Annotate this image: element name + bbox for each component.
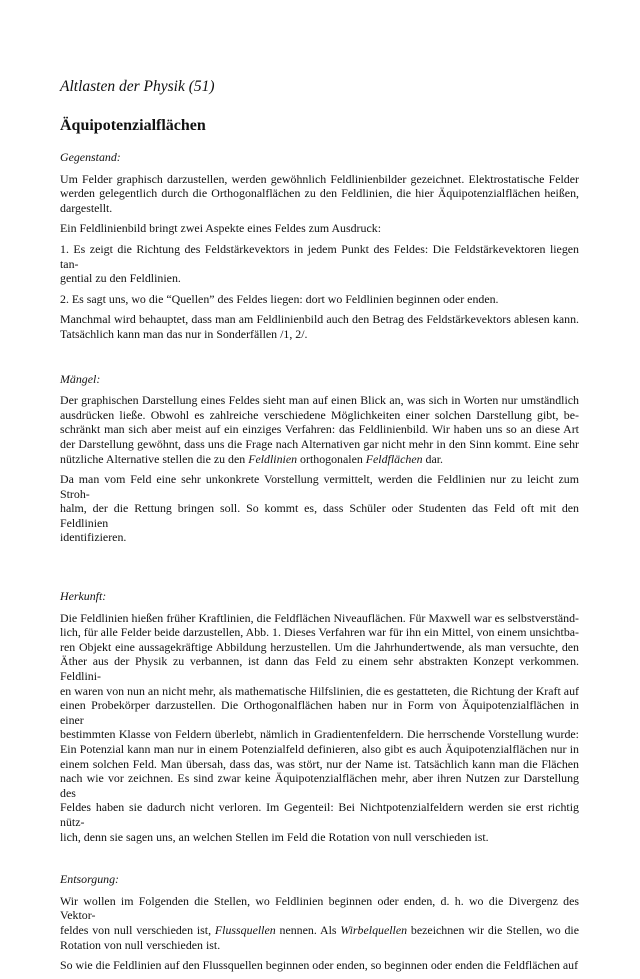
text-line: schränkt man sich aber meist auf ein einziges Verfahren: das Feldlinienbild. Wir haben uns so an diese Art xyxy=(60,422,579,437)
paragraph xyxy=(60,221,579,236)
text-line: lich, für alle Felder beide darzustellen, Abb. 1. Dieses Verfahren war für ihn ein Mittel, von einem unsichtba- xyxy=(60,625,579,640)
paragraph xyxy=(60,172,579,216)
paragraph xyxy=(60,472,579,545)
paragraph xyxy=(60,292,579,307)
text-line: ausdrücken ließe. Obwohl es zahlreiche verschiedene Möglichkeiten einer solchen Darstellung gibt, be- xyxy=(60,407,579,422)
text-line: werden gelegentlich durch die Orthogonalflächen zu den Feldlinien, die hier Äquipotenzialflächen heißen, xyxy=(60,186,579,201)
text-line: lich, denn sie sagen uns, an welchen Stellen im Feld die Rotation von null verschieden ist. xyxy=(60,829,489,844)
text-line: nach wie vor zeichnen. Es sind zwar keine Äquipotenzialflächen mehr, aber ihren Nutzen zur Darstellung des xyxy=(60,771,579,800)
text-line: Tatsächlich kann man das nur in Sonderfällen /1, 2/. xyxy=(60,326,308,341)
text-line: einem solchen Feld. Man übersah, dass das, was stört, nur der Name ist. Tatsächlich kann man die Flächen xyxy=(60,756,579,771)
text-line: Feldes haben sie dadurch nicht verloren. Im Gegenteil: Bei Nichtpotenzialfeldern werden sie erst richtig nütz- xyxy=(60,800,579,829)
text-line: Da man vom Feld eine sehr unkonkrete Vorstellung vermittelt, werden die Feldlinien nur zu leicht zum Stroh- xyxy=(60,472,579,501)
paragraph xyxy=(60,312,579,341)
text-line: Ein Feldlinienbild bringt zwei Aspekte eines Feldes zum Ausdruck: xyxy=(60,221,381,236)
text-line: Um Felder graphisch darzustellen, werden gewöhnlich Feldlinienbilder gezeichnet. Elektrostatische Felder xyxy=(60,171,579,186)
paragraph xyxy=(60,242,579,286)
text-line: nützliche Alternative stellen die zu den Feldlinien orthogonalen Feldflächen dar. xyxy=(60,451,444,466)
text-line: Äther aus der Physik zu verbannen, ist dann das Feld zu einem sehr abstrakten Konzept verkommen. Feldlini- xyxy=(60,654,579,684)
text-line: Wir wollen im Folgenden die Stellen, wo Feldlinien beginnen oder enden, d. h. wo die Divergenz des Vektor- xyxy=(60,893,579,923)
text-line: en waren von nun an nicht mehr, als mathematische Hilfslinien, die es gestatteten, die Richtung der Kraft auf xyxy=(60,683,579,698)
text-line: der Darstellung gewöhnt, dass uns die Frage nach Alternativen gar nicht mehr in den Sinn kommt. Eine sehr xyxy=(60,436,579,451)
paragraph xyxy=(60,958,579,973)
section-1 xyxy=(60,150,579,342)
paragraph xyxy=(60,393,579,466)
series-title: Altlasten der Physik (51) xyxy=(60,78,215,95)
text-line: Rotation von null verschieden ist. xyxy=(60,937,221,952)
section-heading: Gegenstand: xyxy=(60,150,121,164)
article-title: Äquipotenzialflächen xyxy=(60,117,206,134)
text-line: dargestellt. xyxy=(60,200,113,215)
text-line: Manchmal wird behauptet, dass man am Feldlinienbild auch den Betrag des Feldstärkevektors ablesen kann. xyxy=(60,312,579,327)
section-3 xyxy=(60,589,579,844)
text-line: gential zu den Feldlinien. xyxy=(60,271,181,286)
text-line: Die Feldlinien hießen früher Kraftlinien, die Feldflächen Niveauflächen. Für Maxwell war es selbstverständ- xyxy=(60,610,579,625)
text-line: einen Probekörper darzustellen. Die Orthogonalflächen haben nur in Form von Äquipotenzialflächen in einer xyxy=(60,698,579,727)
text-line: Der graphischen Darstellung eines Feldes sieht man auf einen Blick an, was sich in Worten nur umständlich xyxy=(60,393,579,408)
text-line: halm, der die Rettung bringen soll. So kommt es, dass Schüler oder Studenten das Feld oft mit den Feldlinien xyxy=(60,501,579,530)
article-body xyxy=(60,150,579,979)
paragraph xyxy=(60,894,579,952)
text-line: identifizieren. xyxy=(60,530,127,545)
text-line: ren Objekt eine aussagekräftige Abbildung herzustellen. Um die Jahrhundertwende, als man versuchte, den xyxy=(60,639,579,654)
text-line: Ein Potenzial kann man nur in einem Potenzialfeld definieren, also gibt es auch Äquipotenzialflächen nur in xyxy=(60,742,579,756)
text-line: feldes von null verschieden ist, Flussquellen nennen. Als Wirbelquellen bezeichnen wir die Stellen, wo die xyxy=(60,922,580,937)
text-line: So wie die Feldlinien auf den Flussquellen beginnen oder enden, so beginnen oder enden die Feldflächen auf xyxy=(60,958,579,973)
text-line: bestimmten Klasse von Feldern überlebt, nämlich in Gradientenfeldern. Die herrschende Vorstellung wurde: xyxy=(60,727,579,742)
text-line: 2. Es sagt uns, wo die “Quellen” des Feldes liegen: dort wo Feldlinien beginnen oder enden. xyxy=(60,291,499,306)
paragraph xyxy=(60,611,579,845)
section-2 xyxy=(60,372,579,546)
section-4 xyxy=(60,872,579,973)
section-heading: Entsorgung: xyxy=(60,872,120,887)
section-heading: Mängel: xyxy=(60,371,101,386)
section-heading: Herkunft: xyxy=(60,589,107,604)
text-line: 1. Es zeigt die Richtung des Feldstärkevektors in jedem Punkt des Feldes: Die Feldstärkevektoren liegen tan- xyxy=(60,241,579,271)
